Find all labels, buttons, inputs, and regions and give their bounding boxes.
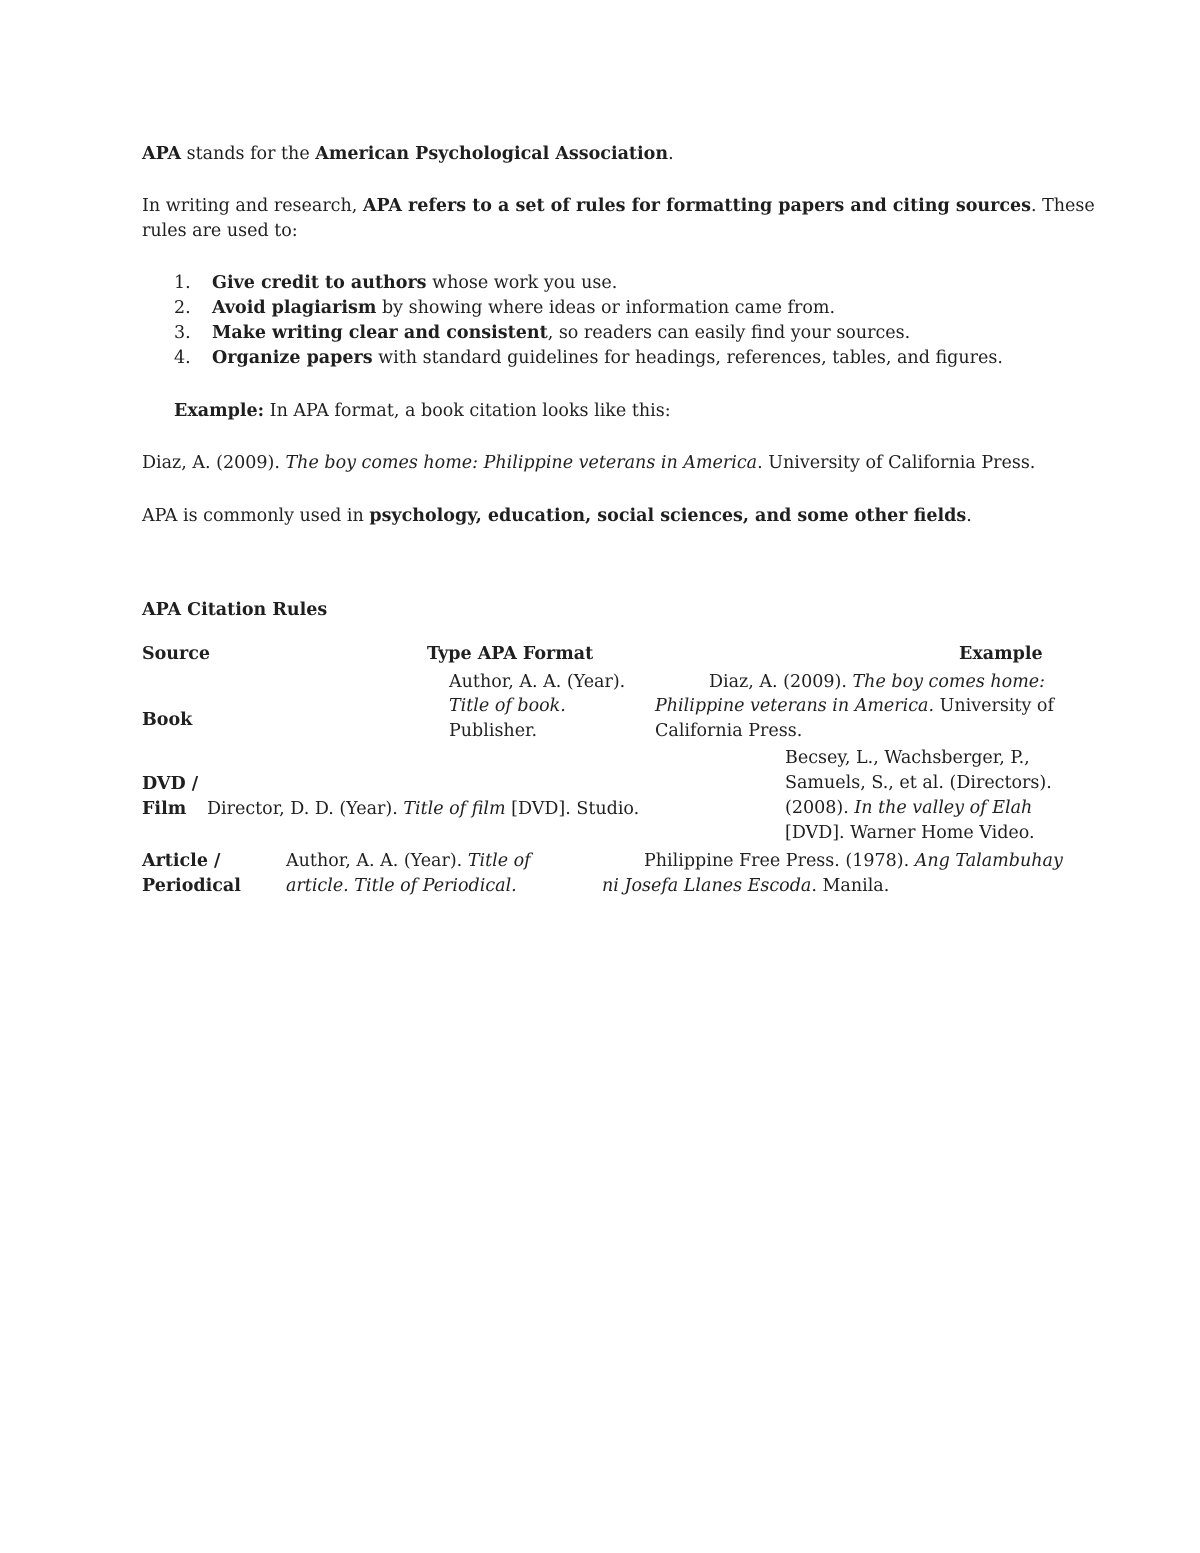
row-dvd-example-line1: Becsey, L., Wachsberger, P., <box>785 748 1030 768</box>
definition-paragraph: In writing and research, APA refers to a set of rules for formatting papers and citing sources. These <box>142 196 1095 216</box>
row-dvd-source-line1: DVD / <box>142 774 199 794</box>
row-book-format-line3: Publisher. <box>449 721 538 741</box>
row-dvd-example-line2: Samuels, S., et al. (Directors). <box>785 773 1052 793</box>
fields-paragraph: APA is commonly used in psychology, education, social sciences, and some other fields. <box>142 506 972 526</box>
example-paragraph: Example: In APA format, a book citation looks like this: <box>174 401 671 421</box>
row-article-format-line2: article. Title of Periodical. <box>286 876 517 896</box>
citation-example: Diaz, A. (2009). The boy comes home: Philippine veterans in America. University of California Press. <box>142 453 1036 473</box>
row-book-format-line1: Author, A. A. (Year). <box>449 672 626 692</box>
row-article-source-line1: Article / <box>142 851 221 871</box>
row-book-example-line3: California Press. <box>655 721 803 741</box>
intro-paragraph: APA stands for the American Psychological Association. <box>142 144 674 164</box>
header-example: Example <box>959 644 1043 664</box>
row-dvd-example-line3: (2008). In the valley of Elah <box>785 798 1033 818</box>
list-item: 2. Avoid plagiarism by showing where ideas or information came from. <box>174 298 836 318</box>
row-article-format-line1: Author, A. A. (Year). Title of <box>286 851 531 871</box>
list-item: 4. Organize papers with standard guidelines for headings, references, tables, and figures. <box>174 348 1003 368</box>
rules-heading: APA Citation Rules <box>142 600 328 620</box>
header-type: Type APA Format <box>427 644 594 664</box>
row-book-example-line1: Diaz, A. (2009). The boy comes home: <box>709 672 1046 692</box>
row-dvd-format: Director, D. D. (Year). Title of film [DVD]. Studio. <box>207 799 640 819</box>
row-article-example-line1: Philippine Free Press. (1978). Ang Talambuhay <box>644 851 1063 871</box>
row-book-source: Book <box>142 710 193 730</box>
list-item: 3. Make writing clear and consistent, so readers can easily find your sources. <box>174 323 911 343</box>
row-dvd-example-line4: [DVD]. Warner Home Video. <box>785 823 1035 843</box>
definition-paragraph-line2: rules are used to: <box>142 221 298 241</box>
row-article-source-line2: Periodical <box>142 876 241 896</box>
list-item: 1. Give credit to authors whose work you use. <box>174 273 618 293</box>
association-name: American Psychological Association <box>315 144 669 164</box>
row-dvd-source-line2: Film <box>142 799 187 819</box>
row-book-format-line2: Title of book. <box>449 696 566 716</box>
row-article-example-line2: ni Josefa Llanes Escoda. Manila. <box>602 876 890 896</box>
row-book-example-line2: Philippine veterans in America. University of <box>655 696 1054 716</box>
apa-term: APA <box>142 144 182 164</box>
header-source: Source <box>142 644 211 664</box>
